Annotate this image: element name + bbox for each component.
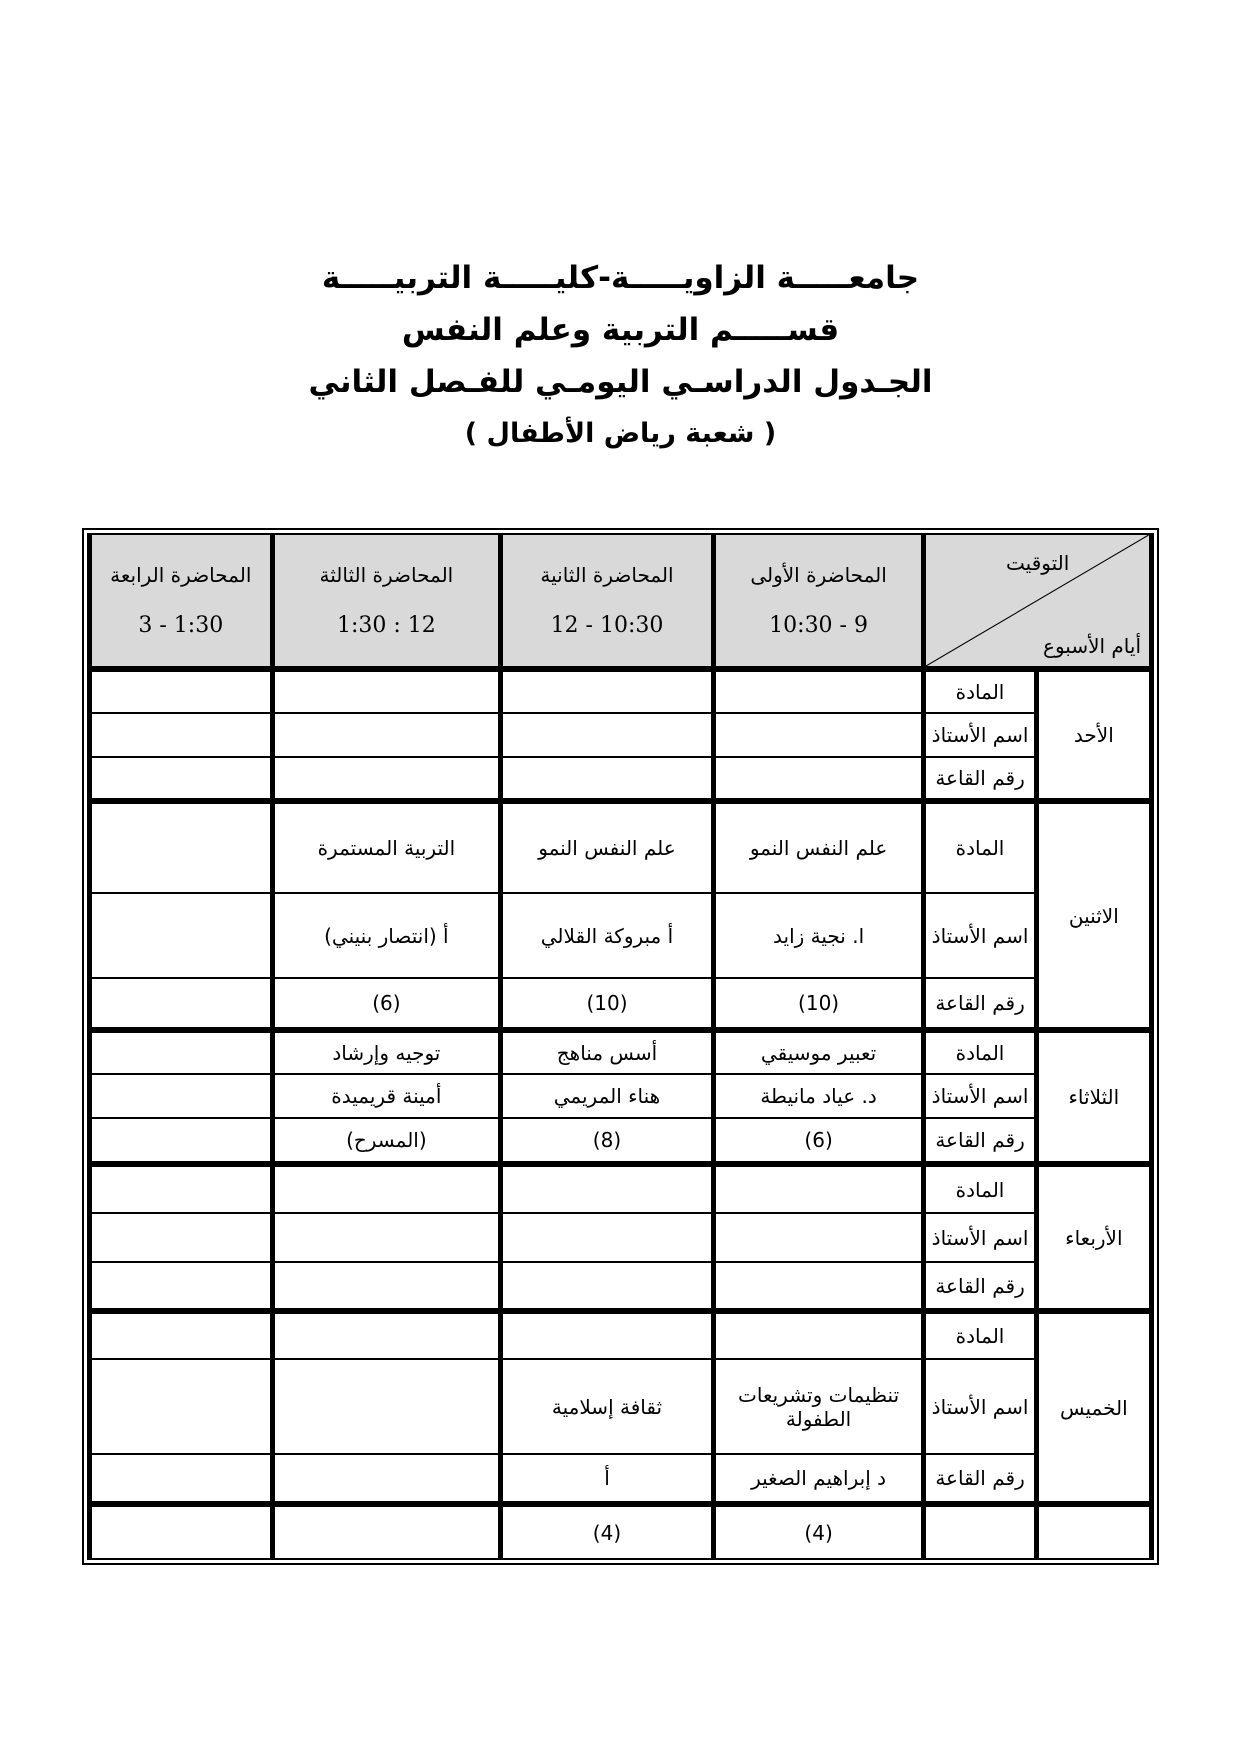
subject-cell (713, 1311, 924, 1359)
teacher-cell (90, 1213, 273, 1262)
teacher-cell (272, 713, 501, 757)
teacher-cell (90, 1359, 273, 1454)
subject-cell: أسس مناهج (501, 1030, 714, 1074)
room-cell (501, 757, 714, 801)
teacher-cell: تنظيمات وتشريعات الطفولة (713, 1359, 924, 1454)
title-section: ( شعبة رياض الأطفال ) (464, 418, 777, 449)
monday-row-room (90, 978, 1152, 1030)
teacher-cell: ثقافة إسلامية (501, 1359, 714, 1454)
subject-cell (713, 669, 924, 713)
subject-cell: تعبير موسيقي (713, 1030, 924, 1074)
room-cell: أ (501, 1454, 714, 1504)
tuesday-row-room (90, 1118, 1152, 1164)
day-label-wednesday: الأربعاء (1036, 1164, 1151, 1311)
subject-cell (90, 1030, 273, 1074)
lecture1-header (713, 534, 924, 669)
row-label-room: رقم القاعة (924, 1118, 1036, 1164)
schedule-table-frame (82, 528, 1159, 1565)
room-cell: (10) (501, 978, 714, 1030)
room-cell (90, 1262, 273, 1311)
row-label-teacher: اسم الأستاذ (924, 1359, 1036, 1454)
teacher-cell (501, 1213, 714, 1262)
footer-day-cell (1036, 1504, 1151, 1559)
room-cell (272, 1504, 501, 1559)
footer-row (90, 1504, 1152, 1559)
row-label-subject: المادة (924, 801, 1036, 893)
row-label-subject: المادة (924, 1311, 1036, 1359)
teacher-cell: أمينة قريميدة (272, 1074, 501, 1118)
room-cell (90, 1454, 273, 1504)
wednesday-row-subject (90, 1164, 1152, 1213)
subject-cell: التربية المستمرة (272, 801, 501, 893)
title-block (0, 0, 1241, 460)
room-cell: د إبراهيم الصغير (713, 1454, 924, 1504)
teacher-cell: ا. نجية زايد (713, 893, 924, 978)
subject-cell (501, 1164, 714, 1213)
teacher-cell: د. عياد مانيطة (713, 1074, 924, 1118)
lecture2-time: 10:30 - 12 (550, 613, 664, 638)
wednesday-row-teacher (90, 1213, 1152, 1262)
row-label-teacher: اسم الأستاذ (924, 1074, 1036, 1118)
tuesday-row-teacher (90, 1074, 1152, 1118)
sunday-row-subject (90, 669, 1152, 713)
title-university: جامعـــــة الزاويـــــة-كليـــــة التربيـــــة (321, 260, 920, 296)
room-cell: (6) (272, 978, 501, 1030)
room-cell: (10) (713, 978, 924, 1030)
row-label-teacher: اسم الأستاذ (924, 893, 1036, 978)
sunday-row-room (90, 757, 1152, 801)
subject-cell: علم النفس النمو (713, 801, 924, 893)
teacher-cell (501, 713, 714, 757)
schedule-table (87, 533, 1154, 1560)
subject-cell (272, 1164, 501, 1213)
teacher-cell (90, 713, 273, 757)
lecture1-name: المحاضرة الأولى (750, 563, 887, 587)
thursday-row-room (90, 1454, 1152, 1504)
subject-cell (713, 1164, 924, 1213)
tuesday-row-subject (90, 1030, 1152, 1074)
lecture1-time: 9 - 10:30 (769, 613, 868, 638)
lecture4-name: المحاضرة الرابعة (110, 563, 252, 587)
room-cell (272, 757, 501, 801)
thursday-row-teacher (90, 1359, 1152, 1454)
row-label-teacher: اسم الأستاذ (924, 1213, 1036, 1262)
corner-cell (924, 534, 1152, 669)
room-cell (90, 978, 273, 1030)
row-label-room: رقم القاعة (924, 757, 1036, 801)
wednesday-row-room (90, 1262, 1152, 1311)
subject-cell (501, 1311, 714, 1359)
lecture2-header (501, 534, 714, 669)
subject-cell (272, 669, 501, 713)
row-label-subject: المادة (924, 669, 1036, 713)
teacher-cell (272, 1359, 501, 1454)
room-cell: (المسرح) (272, 1118, 501, 1164)
teacher-cell (90, 893, 273, 978)
monday-row-teacher (90, 893, 1152, 978)
row-label-room: رقم القاعة (924, 1454, 1036, 1504)
teacher-cell: هناء المريمي (501, 1074, 714, 1118)
lecture3-time: 12 : 1:30 (336, 613, 436, 638)
room-cell (713, 1262, 924, 1311)
teacher-cell (272, 1213, 501, 1262)
room-cell (713, 757, 924, 801)
day-label-thursday: الخميس (1036, 1311, 1151, 1504)
lecture2-name: المحاضرة الثانية (540, 563, 674, 587)
day-label-tuesday: الثلاثاء (1036, 1030, 1151, 1164)
room-cell (501, 1262, 714, 1311)
room-cell (90, 1504, 273, 1559)
row-label-room: رقم القاعة (924, 1262, 1036, 1311)
row-label-teacher: اسم الأستاذ (924, 713, 1036, 757)
teacher-cell (90, 1074, 273, 1118)
subject-cell (90, 1311, 273, 1359)
subject-cell (90, 801, 273, 893)
subject-cell: توجيه وإرشاد (272, 1030, 501, 1074)
title-schedule: الجـدول الدراسـي اليومـي للفـصل الثاني (308, 364, 933, 400)
teacher-cell: أ (انتصار بنيني) (272, 893, 501, 978)
room-cell (272, 1262, 501, 1311)
lecture3-name: المحاضرة الثالثة (319, 563, 454, 587)
lecture4-header (90, 534, 273, 669)
corner-timing-label: التوقيت (1006, 551, 1070, 575)
subject-cell: علم النفس النمو (501, 801, 714, 893)
sunday-row-teacher (90, 713, 1152, 757)
room-cell: (8) (501, 1118, 714, 1164)
teacher-cell (713, 713, 924, 757)
row-label-subject: المادة (924, 1164, 1036, 1213)
subject-cell (90, 1164, 273, 1213)
day-label-monday: الاثنين (1036, 801, 1151, 1030)
room-cell: (4) (501, 1504, 714, 1559)
room-cell (90, 1118, 273, 1164)
teacher-cell (713, 1213, 924, 1262)
room-cell: (4) (713, 1504, 924, 1559)
room-cell (90, 757, 273, 801)
corner-days-label: أيام الأسبوع (1043, 634, 1141, 658)
row-label-subject: المادة (924, 1030, 1036, 1074)
subject-cell (272, 1311, 501, 1359)
room-cell: (6) (713, 1118, 924, 1164)
monday-row-subject (90, 801, 1152, 893)
room-cell (272, 1454, 501, 1504)
lecture4-time: 1:30 - 3 (138, 613, 224, 638)
row-label-room: رقم القاعة (924, 978, 1036, 1030)
teacher-cell: أ مبروكة القلالي (501, 893, 714, 978)
subject-cell (90, 669, 273, 713)
subject-cell (501, 669, 714, 713)
footer-label-cell (924, 1504, 1036, 1559)
day-label-sunday: الأحد (1036, 669, 1151, 801)
lecture3-header (272, 534, 501, 669)
header-row (90, 534, 1152, 669)
title-department: قســـــم التربية وعلم النفس (401, 312, 840, 348)
thursday-row-subject (90, 1311, 1152, 1359)
